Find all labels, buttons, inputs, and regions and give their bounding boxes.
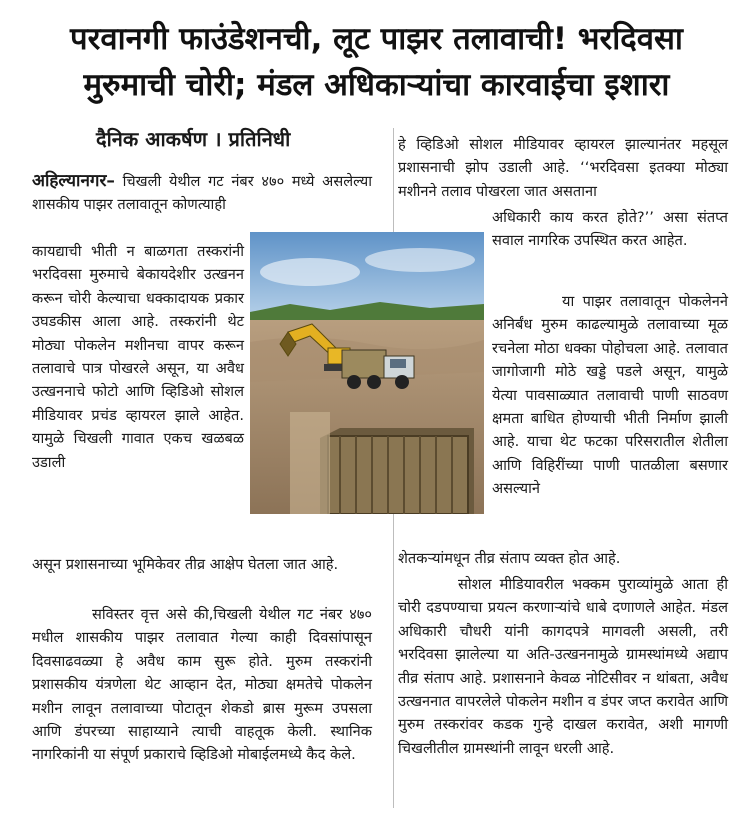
byline: दैनिक आकर्षण । प्रतिनिधी <box>96 127 291 151</box>
left-paragraph-2-text: सविस्तर वृत्त असे की,चिखली येथील गट नंबर ४७० मधील शासकीय पाझर तलावात गेल्या काही दिवसांपासून दिवसाढवळ्या हे अवैध काम सुरू होते. मुरुम तस्करांनी प्रशासकीय यंत्रणेला थेट आव्हान देत, मोठ्या क्षमतेचे पोकलेन मशीन लावून तलावाच्या पोटातून शेकडो ब्रास मुरूम उपसला आणि डंपरच्या साहाय्याने त्याची वाहतूक केली. स्थानिक नागरिकांनी या संपूर्ण प्रकाराचे व्हिडिओ मोबाईलमध्ये कैद केले. <box>32 606 372 764</box>
right-paragraph-2-wrap <box>492 290 728 501</box>
left-paragraph-1-bottom <box>32 553 372 576</box>
right-paragraph-1-wrap-text: अधिकारी काय करत होते?’’ असा संतप्त सवाल नागरिक उपस्थित करत आहेत. <box>492 209 728 250</box>
headline-line-1: परवानगी फाउंडेशनची, लूट पाझर तलावाची! भरदिवसा <box>70 21 683 57</box>
right-paragraph-1-top <box>398 133 728 203</box>
right-paragraph-1-top-text: हे व्हिडिओ सोशल मीडियावर व्हायरल झाल्यानंतर महसूल प्रशासनाची झोप उडाली आहे. ‘‘भरदिवसा इतक्या मोठ्या मशीनने तलाव पोखरला जात असताना <box>398 136 728 200</box>
headline <box>10 16 743 108</box>
right-paragraph-3 <box>398 573 728 760</box>
right-paragraph-3-text: सोशल मीडियावरील भक्कम पुराव्यांमुळे आता ही चोरी दडपण्याचा प्रयत्न करणाऱ्यांचे धाबे दणाणले आहेत. मंडल अधिकारी चौधरी यांनी कागदपत्रे मागवली असली, तरी भरदिवसा झालेल्या या अति-उत्खननामुळे ग्रामस्थांमध्ये अद्याप तीव्र संताप आहे. प्रशासनाने केवळ नोटिसीवर न थांबता, अवैध उत्खननात वापरलेले पोकलेन मशीन व डंपर जप्त करावेत आणि मुरुम तस्करांवर कडक गुन्हे दाखल करावेत, अशी मागणी चिखलीतील ग्रामस्थांनी लावून धरली आहे. <box>398 576 728 757</box>
left-paragraph-1-bottom-text: असून प्रशासनाच्या भूमिकेवर तीव्र आक्षेप घेतला जात आहे. <box>32 556 339 573</box>
excavator-dumper-photo <box>250 232 484 514</box>
left-paragraph-2 <box>32 603 372 767</box>
left-paragraph-1-wrap <box>32 240 244 474</box>
right-paragraph-2-bottom-text: शेतकऱ्यांमधून तीव्र संताप व्यक्त होत आहे. <box>398 550 621 567</box>
dateline: अहिल्यानगर– <box>32 171 115 191</box>
left-paragraph-1-wrap-text: कायद्याची भीती न बाळगता तस्करांनी भरदिवसा मुरुमाचे बेकायदेशीर उत्खनन करून चोरी केल्याचा धक्कादायक प्रकार उघडकीस आला आहे. तस्करांनी थेट मोठ्या पोकलेन मशीनचा वापर करून तलावाचे पात्र पोखरले असून, या अवैध उत्खननाचे फोटो आणि व्हिडिओ सोशल मीडियावर प्रचंड व्हायरल झाले आहेत. यामुळे चिखली गावात एकच खळबळ उडाली <box>32 243 244 471</box>
left-paragraph-1-top <box>32 170 372 217</box>
headline-line-2: मुरुमाची चोरी; मंडल अधिकाऱ्यांचा कारवाईचा इशारा <box>83 67 670 103</box>
left-paragraph-1-top-text: चिखली येथील गट नंबर ४७० मध्ये असलेल्या शासकीय पाझर तलावातून कोणत्याही <box>32 173 373 214</box>
right-paragraph-2-bottom <box>398 547 728 570</box>
right-paragraph-2-wrap-text: या पाझर तलावातून पोकलेनने अनिर्बंध मुरुम काढल्यामुळे तलावाच्या मूळ रचनेला मोठा धक्का पोहोचला आहे. तलावात जागोजागी मोठे खड्डे पडले असून, यामुळे येत्या पावसाळ्यात तलावाची पाणी साठवण क्षमता बाधित होण्याची भीती निर्माण झाली आहे. याचा थेट फटका परिसरातील शेतीला आणि विहिरींच्या पाणी पातळीला बसणार असल्याने <box>492 293 728 498</box>
right-paragraph-1-wrap <box>492 206 728 253</box>
news-photo <box>250 232 484 514</box>
